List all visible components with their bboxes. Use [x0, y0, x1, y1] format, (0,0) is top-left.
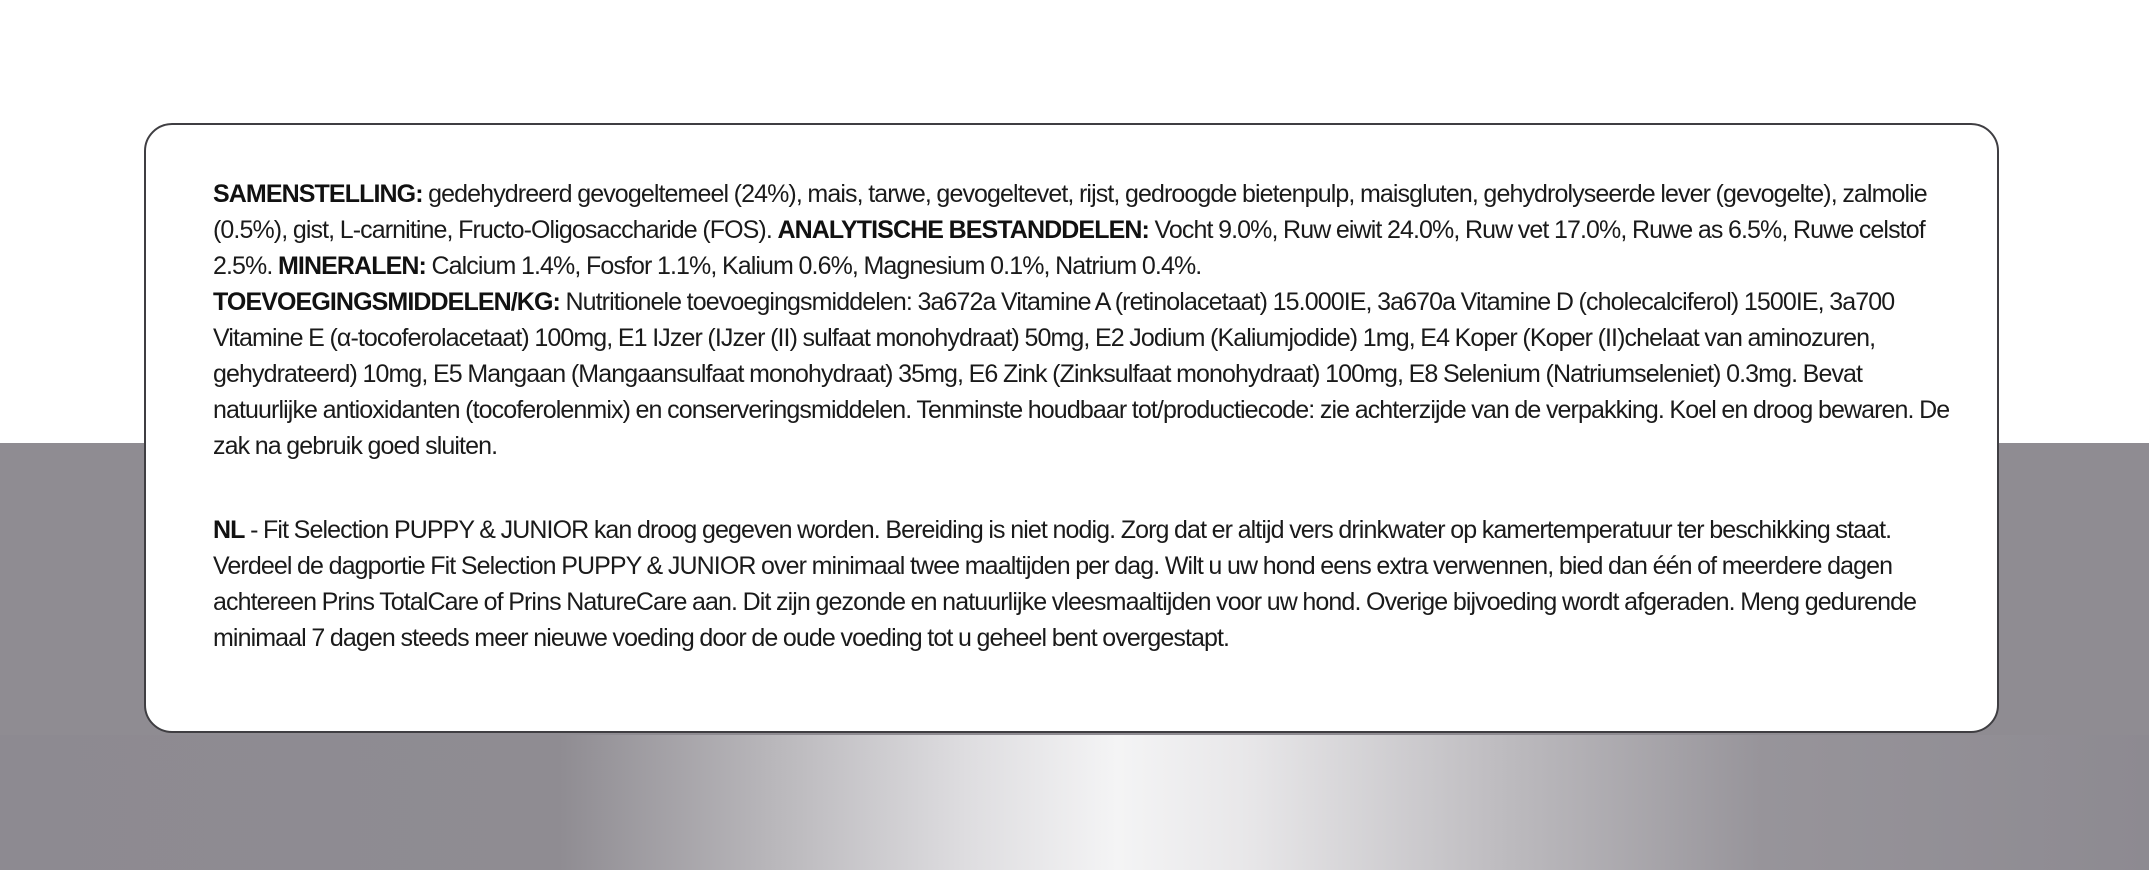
samenstelling-heading: SAMENSTELLING: — [213, 180, 423, 208]
toevoeging-heading: TOEVOEGINGSMIDDELEN/KG: — [213, 288, 560, 316]
background-metallic-gradient — [0, 735, 2149, 870]
instructions-text: - Fit Selection PUPPY & JUNIOR kan droog gegeven worden. Bereiding is niet nodig. Zorg dat er altijd vers drinkwater op kamertemperatuur ter beschikking staat. Verdeel de dagportie Fit Selection PUPPY & JUNIOR over minimaal twee maaltijden per dag. Wilt u uw hond eens extra verwennen, bied dan één of meerdere dagen achtereen Prins TotalCare of Prins NatureCare aan. Dit zijn gezonde en natuurlijke vleesmaaltijden voor uw hond. Overige bijvoeding wordt afgeraden. Meng gedurende minimaal 7 dagen steeds meer nieuwe voeding door de oude voeding tot u geheel bent overgestapt. — [213, 516, 1917, 652]
composition-paragraph — [213, 176, 1958, 464]
instructions-block — [213, 512, 1958, 656]
mineralen-text: Calcium 1.4%, Fosfor 1.1%, Kalium 0.6%, Magnesium 0.1%, Natrium 0.4%. — [425, 252, 1202, 280]
samenstelling-text: gedehydreerd gevogeltemeel (24%), mais, tarwe, gevogeltevet, rijst, gedroogde bietenpulp, maisgluten, gehydrolyseerde lever (gevogelte), zalmolie (0.5%), gist, L-carnitine, Fructo-Oligosaccharide (FOS). — [213, 180, 1927, 244]
mineralen-heading: MINERALEN: — [277, 252, 426, 280]
language-label: NL — [213, 516, 245, 544]
composition-block — [213, 176, 1958, 464]
analytisch-text: Vocht 9.0%, Ruw eiwit 24.0%, Ruw vet 17.0%, Ruwe as 6.5%, Ruwe celstof 2.5%. — [213, 216, 1925, 280]
analytisch-heading: ANALYTISCHE BESTANDDELEN: — [777, 216, 1149, 244]
instructions-paragraph — [213, 512, 1958, 656]
toevoeging-text: Nutritionele toevoegingsmiddelen: 3a672a Vitamine A (retinolacetaat) 15.000IE, 3a670a Vitamine D (cholecalciferol) 1500IE, 3a700 Vitamine E (α-tocoferolacetaat) 100mg, E1 IJzer (IJzer (II) sulfaat monohydraat) 50mg, E2 Jodium (Kaliumjodide) 1mg, E4 Koper (Koper (II)chelaat van aminozuren, gehydrateerd) 10mg, E5 Mangaan (Mangaansulfaat monohydraat) 35mg, E6 Zink (Zinksulfaat monohydraat) 100mg, E8 Selenium (Natriumseleniet) 0.3mg. Bevat natuurlijke antioxidanten (tocoferolenmix) en conserveringsmiddelen. Tenminste houdbaar tot/productiecode: zie achterzijde van de verpakking. Koel en droog bewaren. De zak na gebruik goed sluiten. — [213, 288, 1950, 460]
